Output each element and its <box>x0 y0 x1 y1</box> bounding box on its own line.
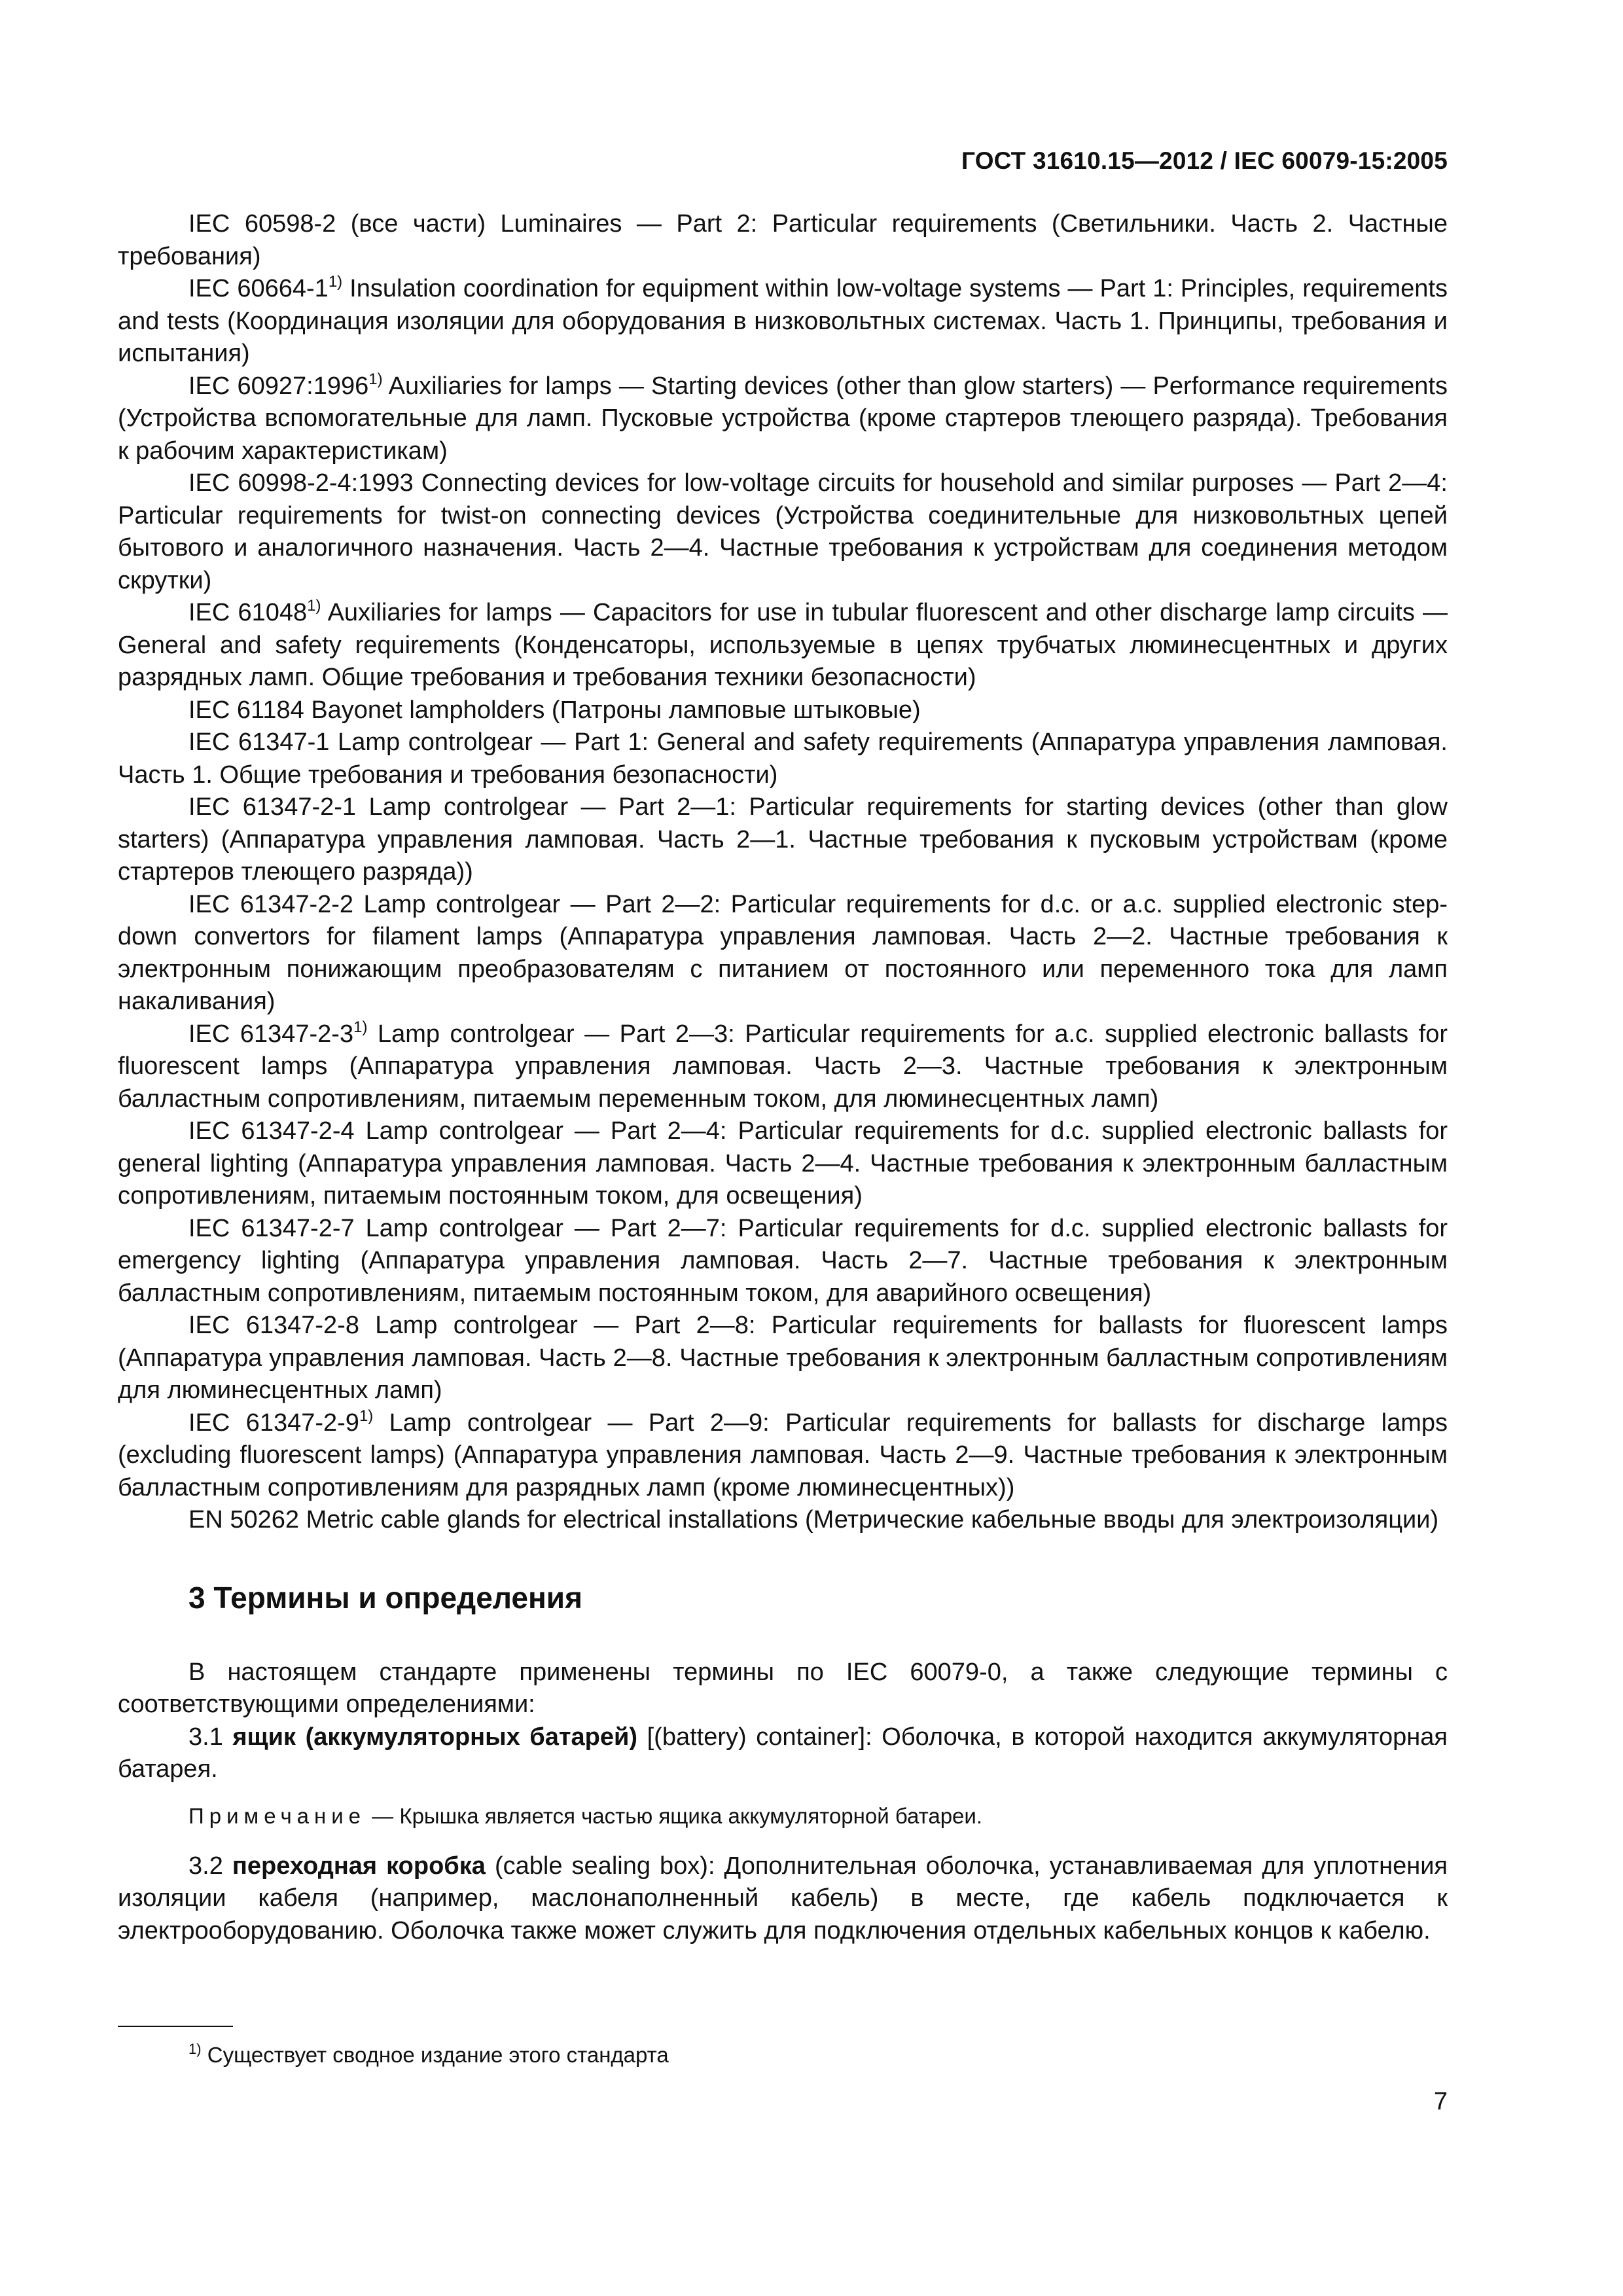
reference-code: IEC 61184 <box>188 696 304 724</box>
reference-item <box>118 273 1448 370</box>
reference-text: Lamp controlgear — Part 2—9: Particular requirements for ballasts for discharge lamps (excluding fluorescent lamps) (Аппаратура управления ламповая. Часть 2—9. Частные требования к электронным балластным сопротивлениям для разрядных ламп (кроме люминесцентных)) <box>118 1408 1448 1501</box>
reference-item <box>118 597 1448 694</box>
reference-code: IEC 60598-2 <box>188 210 336 238</box>
page-number: 7 <box>1433 2088 1448 2115</box>
reference-item <box>118 467 1448 597</box>
reference-text: Lamp controlgear — Part 2—8: Particular requirements for ballasts for fluorescent lamps (Аппаратура управления ламповая. Часть 2—8. Частные требования к электронным балластным сопротивлениям для люминесцентных ламп) <box>118 1312 1448 1404</box>
reference-code: IEC 61347-2-1 <box>188 793 357 821</box>
reference-code: IEC 60998-2-4:1993 <box>188 469 414 497</box>
reference-code: IEC 61347-2-4 <box>188 1117 355 1145</box>
reference-item <box>118 694 1448 727</box>
reference-text: Metric cable glands for electrical installations (Метрические кабельные вводы для электроизоляции) <box>299 1506 1439 1534</box>
reference-item <box>118 1310 1448 1407</box>
term-definition-3-2 <box>118 1850 1448 1948</box>
page-header-standard-id: ГОСТ 31610.15—2012 / IEC 60079-15:2005 <box>961 147 1448 174</box>
reference-item <box>118 1407 1448 1505</box>
document-body <box>118 208 1448 1947</box>
reference-code: IEC 61347-2-8 <box>188 1312 359 1339</box>
reference-code: IEC 61347-1 <box>188 728 330 756</box>
reference-code: EN 50262 <box>188 1506 300 1534</box>
term-name: ящик (аккумуляторных батарей) <box>232 1723 638 1751</box>
footnote-text: Существует сводное издание этого стандарта <box>201 2043 669 2067</box>
reference-item <box>118 1504 1448 1537</box>
reference-code: IEC 60664-1 <box>188 275 329 302</box>
reference-item <box>118 1018 1448 1116</box>
section-intro: В настоящем стандарте применены термины по IEC 60079-0, а также следующие термины с соответствующими определениями: <box>118 1658 1448 1718</box>
reference-item <box>118 208 1448 273</box>
footnote-marker: 1) <box>353 1018 368 1036</box>
reference-code: IEC 61048 <box>188 599 308 626</box>
reference-item <box>118 726 1448 791</box>
note <box>118 1802 1448 1831</box>
reference-text: (все части) Luminaires — Part 2: Particular requirements (Светильники. Часть 2. Частные требования) <box>118 210 1448 270</box>
note-text: — Крышка является частью ящика аккумуляторной батареи. <box>366 1803 983 1828</box>
reference-text: Connecting devices for low-voltage circuits for household and similar purposes — Part 2—4: Particular requirements for twist-on connecting devices (Устройства соединительные для низковольтных цепей бытового и аналогичного назначения. Часть 2—4. Частные требования к устройствам для соединения методом скрутки) <box>118 469 1448 594</box>
footnote-marker: 1) <box>307 597 321 615</box>
reference-code: IEC 61347-2-2 <box>188 890 354 918</box>
reference-item <box>118 1115 1448 1213</box>
term-text: (cable sealing box): Дополнительная оболочка, устанавливаемая для уплотнения изоляции кабеля (например, маслонаполненный кабель) в месте, где кабель подключается к электрооборудованию. Оболочка также может служить для подключения отдельных кабельных концов к кабелю. <box>118 1852 1448 1945</box>
reference-item <box>118 791 1448 889</box>
reference-text: Bayonet lampholders (Патроны ламповые штыковые) <box>304 696 921 724</box>
reference-item <box>118 889 1448 1018</box>
reference-text: Lamp controlgear — Part 2—4: Particular requirements for d.c. supplied electronic ballasts for general lighting (Аппаратура управления ламповая. Часть 2—4. Частные требования к электронным балластным сопротивлениям, питаемым постоянным током, для освещения) <box>118 1117 1448 1210</box>
reference-text: Lamp controlgear — Part 1: General and safety requirements (Аппаратура управления ламповая. Часть 1. Общие требования и требования безопасности) <box>118 728 1448 789</box>
reference-item <box>118 370 1448 468</box>
reference-code: IEC 61347-2-3 <box>188 1020 354 1048</box>
reference-item <box>118 1213 1448 1310</box>
reference-text: Auxiliaries for lamps — Capacitors for use in tubular fluorescent and other discharge lamp circuits — General and safety requirements (Конденсаторы, используемые в цепях трубчатых люминесцентных и других разрядных ламп. Общие требования и требования техники безопасности) <box>118 599 1448 691</box>
note-label: Примечание <box>188 1803 366 1828</box>
term-number: 3.1 <box>188 1723 233 1751</box>
footnote-divider <box>118 2026 233 2027</box>
footnote-marker: 1) <box>188 2041 202 2057</box>
footnote-marker: 1) <box>368 370 383 388</box>
reference-text: Lamp controlgear — Part 2—3: Particular requirements for a.c. supplied electronic ballasts for fluorescent lamps (Аппаратура управления ламповая. Часть 2—3. Частные требования к электронным балластным сопротивлениям, питаемым переменным током, для люминесцентных ламп) <box>118 1020 1448 1113</box>
term-name: переходная коробка <box>232 1852 486 1880</box>
reference-text: Lamp controlgear — Part 2—1: Particular requirements for starting devices (other than glow starters) (Аппаратура управления ламповая. Часть 2—1. Частные требования к пусковым устройствам (кроме стартеров тлеющего разряда)) <box>118 793 1448 886</box>
section-title: 3 Термины и определения <box>188 1580 582 1615</box>
footnote-marker: 1) <box>328 273 343 291</box>
reference-text: Lamp controlgear — Part 2—7: Particular requirements for d.c. supplied electronic ballasts for emergency lighting (Аппаратура управления ламповая. Часть 2—7. Частные требования к электронным балластным сопротивлениям, питаемым постоянным током, для аварийного освещения) <box>118 1214 1448 1307</box>
reference-text: Insulation coordination for equipment within low-voltage systems — Part 1: Principles, requirements and tests (Координация изоляции для оборудования в низковольтных системах. Часть 1. Принципы, требования и испытания) <box>118 275 1448 367</box>
reference-code: IEC 61347-2-9 <box>188 1408 359 1437</box>
reference-code: IEC 60927:1996 <box>188 372 369 400</box>
term-definition-3-1 <box>118 1721 1448 1786</box>
term-text: [(battery) container]: Оболочка, в которой находится аккумуляторная батарея. <box>118 1723 1448 1783</box>
references-list <box>118 208 1448 1537</box>
term-number: 3.2 <box>188 1852 232 1880</box>
footnote-marker: 1) <box>359 1407 374 1425</box>
reference-code: IEC 61347-2-7 <box>188 1214 355 1242</box>
reference-text: Auxiliaries for lamps — Starting devices (other than glow starters) — Performance requirements (Устройства вспомогательные для ламп. Пусковые устройства (кроме стартеров тлеющего разряда). Требования к рабочим характеристикам) <box>118 372 1448 465</box>
footnote <box>188 2041 669 2070</box>
reference-text: Lamp controlgear — Part 2—2: Particular requirements for d.c. or a.c. supplied electronic step-down convertors for filament lamps (Аппаратура управления ламповая. Часть 2—2. Частные требования к электронным понижающим преобразователям с питанием от постоянного или переменного тока для ламп накаливания) <box>118 890 1448 1015</box>
